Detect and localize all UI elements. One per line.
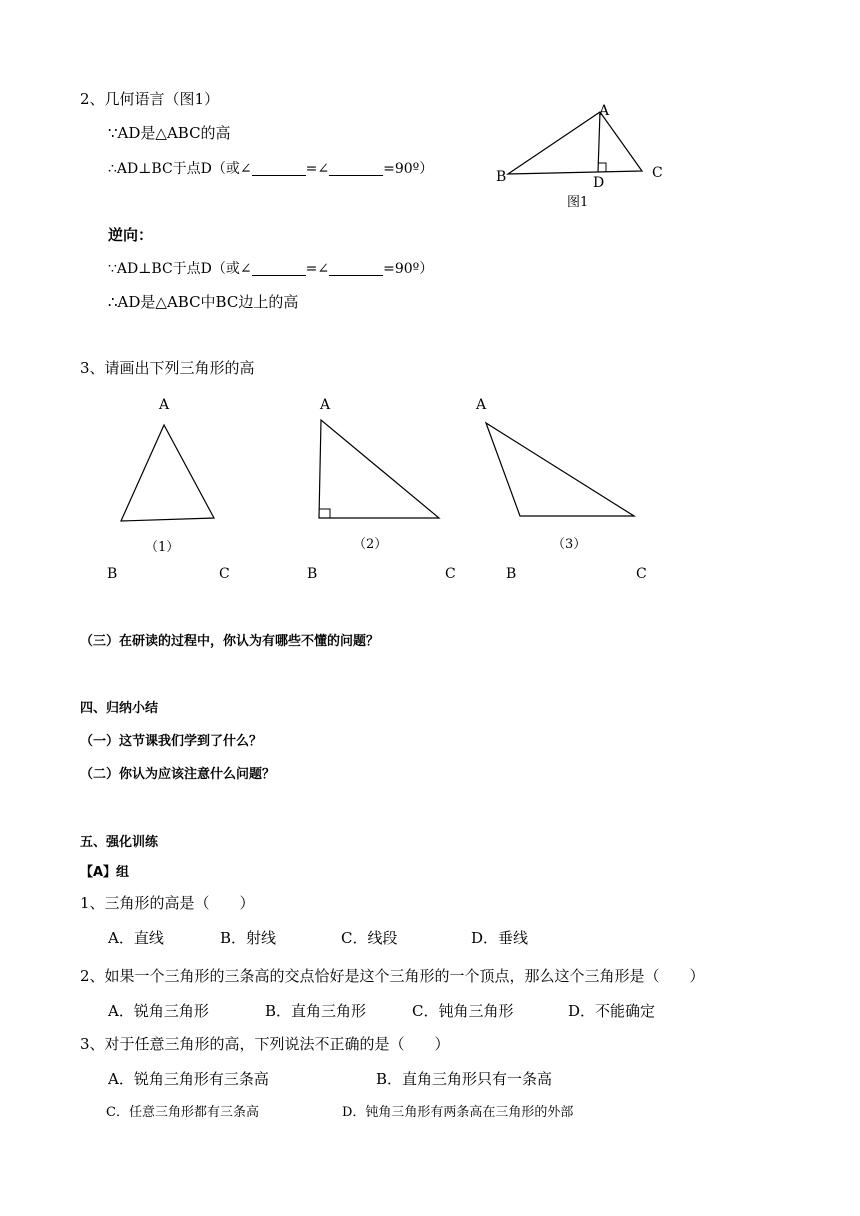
triangle-1	[121, 425, 214, 521]
t1-label-c: C	[219, 566, 230, 582]
reverse-part-2: =∠	[305, 261, 330, 277]
fig1-label-a: A	[599, 103, 610, 119]
t1-caption: （1）	[145, 540, 180, 555]
question-3-option-d[interactable]: D．钝角三角形有两条高在三角形的外部	[342, 1105, 574, 1120]
conclusion-part-2: =∠	[305, 161, 330, 177]
section-4-title: 四、归纳小结	[80, 701, 159, 716]
conclusion-part-1: ∴AD⊥BC于点D（或∠	[108, 161, 252, 177]
section-3-title: 3、请画出下列三角形的高	[80, 359, 255, 377]
question-1-option-c[interactable]: C．线段	[341, 929, 398, 947]
summary-question-2: （二）你认为应该注意什么问题？	[80, 767, 276, 782]
t3-label-c: C	[636, 566, 647, 582]
t3-label-a: A	[476, 397, 487, 413]
fig1-label-b: B	[496, 169, 507, 185]
reverse-part-3: =90º）	[383, 261, 434, 277]
question-2-option-a[interactable]: A．锐角三角形	[108, 1002, 209, 1020]
question-1-stem: 1、三角形的高是（ ）	[80, 894, 255, 912]
reverse-part-1: ∵AD⊥BC于点D（或∠	[108, 261, 252, 277]
section-5-title: 五、强化训练	[80, 835, 159, 850]
question-3-stem: 3、对于任意三角形的高，下列说法不正确的是（ ）	[80, 1035, 450, 1053]
question-3-option-c[interactable]: C．任意三角形都有三条高	[106, 1105, 259, 1120]
question-three-heading: （三）在研读的过程中，你认为有哪些不懂的问题？	[80, 634, 380, 649]
question-1-option-a[interactable]: A．直线	[108, 929, 164, 947]
t2-caption: （2）	[353, 537, 388, 552]
triangle-2-right-angle-mark	[319, 509, 330, 518]
given-line: ∵AD是△ABC的高	[108, 124, 231, 142]
question-1-option-b[interactable]: B．射线	[220, 929, 277, 947]
fig1-label-d: D	[593, 175, 605, 191]
t1-label-a: A	[159, 397, 170, 413]
fig1-caption: 图1	[567, 195, 589, 210]
reverse-heading: 逆向：	[108, 226, 154, 244]
question-3-option-b[interactable]: B．直角三角形只有一条高	[376, 1070, 553, 1088]
t3-caption: （3）	[552, 537, 587, 552]
question-1-option-d[interactable]: D．垂线	[471, 929, 529, 947]
conclusion-part-3: =90º）	[383, 161, 434, 177]
question-2-option-c[interactable]: C．钝角三角形	[412, 1002, 514, 1020]
question-3-option-a[interactable]: A．锐角三角形有三条高	[108, 1070, 269, 1088]
reverse-conclusion-line: ∴AD是△ABC中BC边上的高	[108, 293, 299, 311]
t3-label-b: B	[506, 566, 517, 582]
t2-label-b: B	[307, 566, 318, 582]
triangle-2	[319, 420, 439, 518]
section-2-title: 2、几何语言（图1）	[80, 90, 220, 108]
t1-label-b: B	[107, 566, 118, 582]
question-2-option-b[interactable]: B．直角三角形	[265, 1002, 367, 1020]
question-2-option-d[interactable]: D．不能确定	[568, 1002, 656, 1020]
question-2-stem: 2、如果一个三角形的三条高的交点恰好是这个三角形的一个顶点，那么这个三角形是（ ）	[80, 967, 705, 985]
group-a-heading: 【A】组	[80, 865, 130, 880]
fig1-label-c: C	[652, 165, 663, 181]
t2-label-a: A	[320, 397, 331, 413]
summary-question-1: （一）这节课我们学到了什么？	[80, 734, 263, 749]
triangle-3	[486, 423, 634, 516]
t2-label-c: C	[445, 566, 456, 582]
